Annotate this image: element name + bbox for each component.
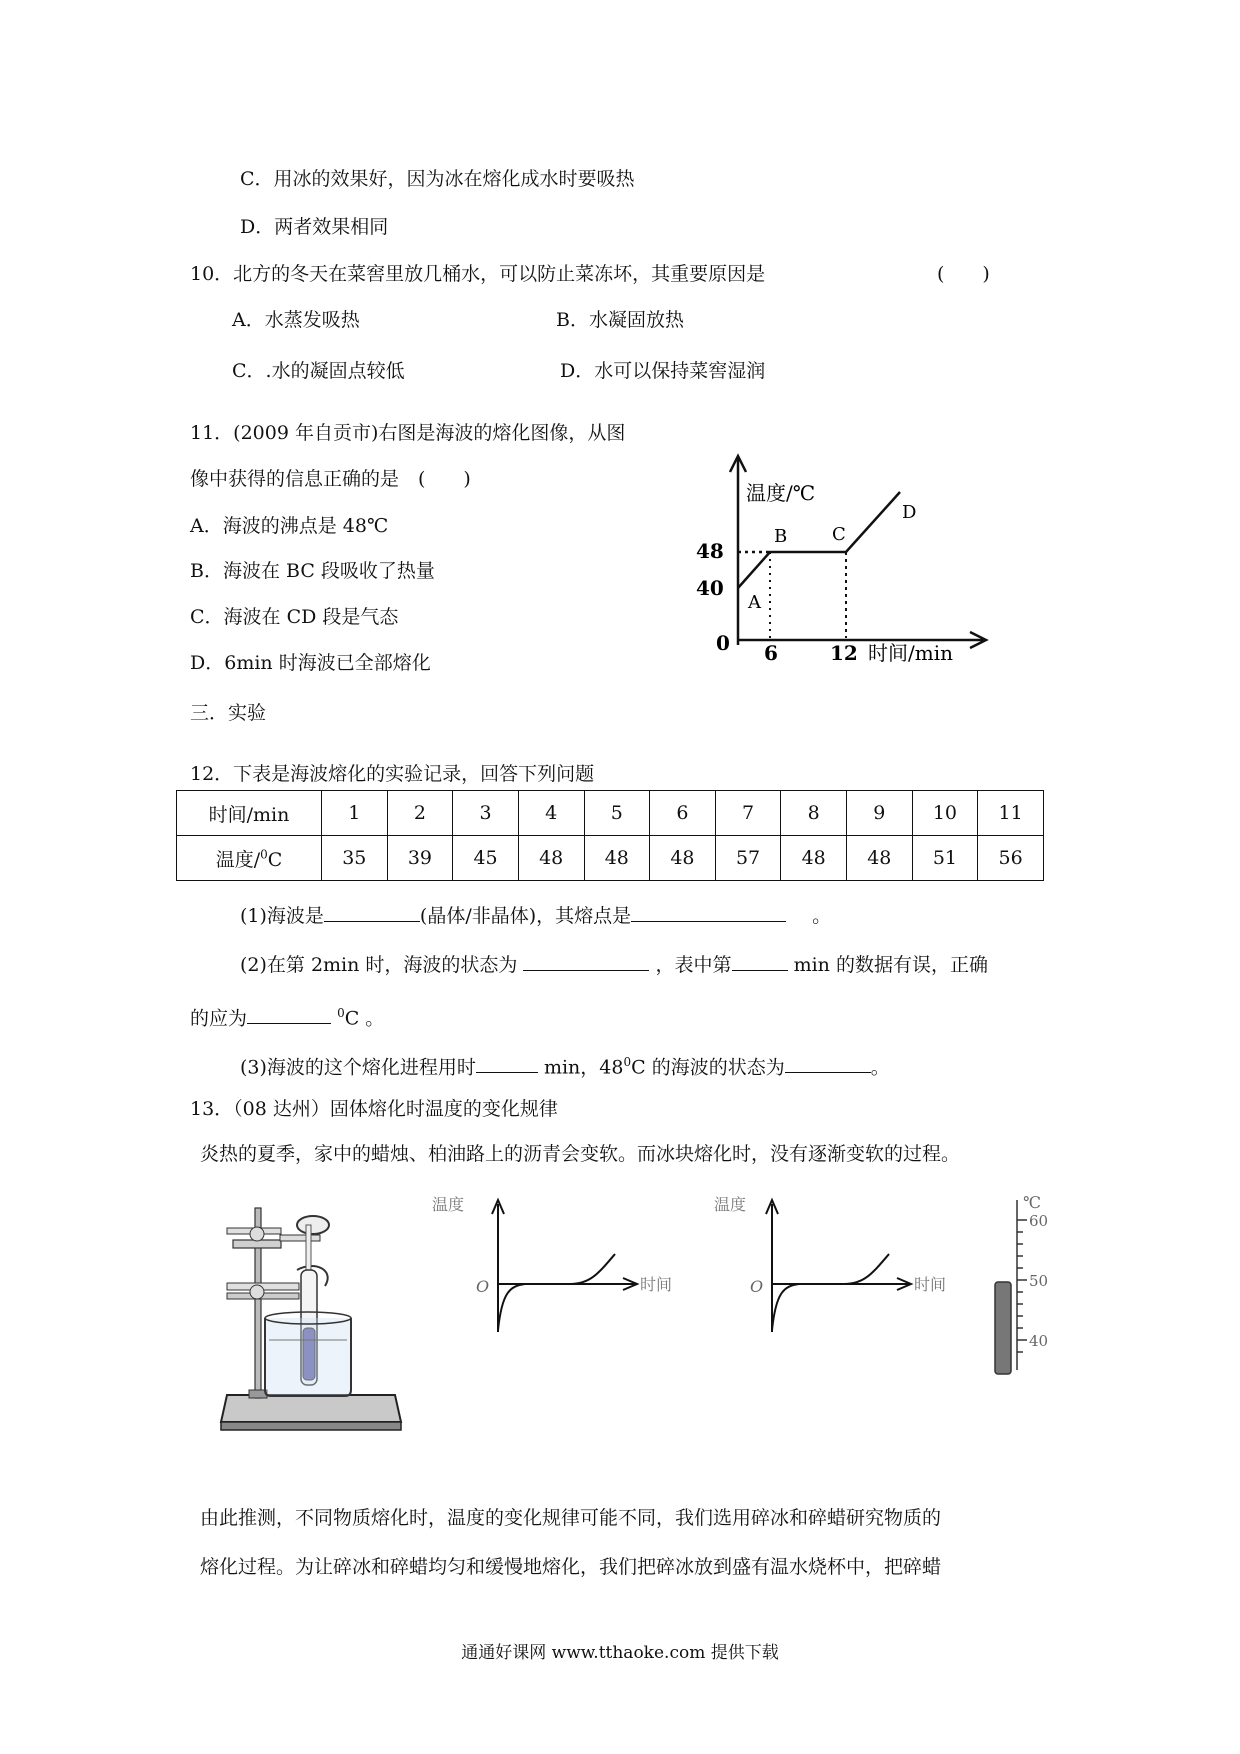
section-3-heading: 三．实验: [190, 702, 267, 724]
x-tick-12: 12: [830, 641, 858, 665]
q10-option-d: D．水可以保持菜窖湿润: [560, 360, 766, 382]
table-cell: 5: [584, 791, 650, 836]
table-row-time: [177, 791, 1044, 836]
heating-curve: [772, 1254, 889, 1330]
table-cell: 56: [978, 836, 1044, 881]
table-cell: 48: [781, 836, 847, 881]
point-b: B: [774, 526, 788, 547]
q11-option-d: D．6min 时海波已全部熔化: [190, 652, 431, 674]
thermometer-illustration: [985, 1190, 1065, 1390]
heating-curve: [498, 1254, 615, 1330]
table-cell: 35: [322, 836, 388, 881]
q11-option-b: B．海波在 BC 段吸收了热量: [190, 560, 435, 582]
origin-label: 0: [716, 631, 730, 655]
y-tick-40: 40: [696, 576, 724, 600]
table-cell: 7: [715, 791, 781, 836]
q13-paragraph-line2: 熔化过程。为让碎冰和碎蜡均匀和缓慢地熔化，我们把碎冰放到盛有温水烧杯中，把碎蜡: [200, 1556, 942, 1578]
table-cell: 45: [453, 836, 519, 881]
answer-blank[interactable]: [476, 1054, 538, 1073]
table-cell: 51: [912, 836, 978, 881]
experiment-apparatus-illustration: [205, 1200, 405, 1440]
answer-blank[interactable]: [247, 1005, 331, 1024]
tick-label-60: 60: [1029, 1212, 1049, 1230]
table-cell: 9: [847, 791, 913, 836]
table-cell: 6: [650, 791, 716, 836]
point-d: D: [902, 502, 917, 523]
q12-part2: (2)在第 2min 时，海波的状态为 ，表中第 min 的数据有误，正确: [240, 954, 988, 976]
temperature-time-graph-1: [430, 1192, 690, 1342]
q13-stem: 13．（08 达州）固体熔化时温度的变化规律: [190, 1098, 558, 1120]
table-cell: 10: [912, 791, 978, 836]
table-cell: 48: [847, 836, 913, 881]
q11-melting-graph: [680, 440, 1000, 680]
table-row-temperature: [177, 836, 1044, 881]
table-cell: 39: [387, 836, 453, 881]
table-header-temperature: 温度/$^0$C: [177, 836, 322, 881]
graph-origin: O: [750, 1277, 764, 1296]
x-axis-label: 时间/min: [868, 641, 953, 665]
q13-paragraph-line1: 由此推测，不同物质熔化时，温度的变化规律可能不同，我们选用碎冰和碎蜡研究物质的: [200, 1507, 942, 1529]
table-cell: 48: [584, 836, 650, 881]
q11-option-c: C．海波在 CD 段是气态: [190, 606, 399, 628]
y-axis-label: 温度/℃: [746, 481, 816, 505]
q12-part1: (1)海波是 (晶体/非晶体)，其熔点是 。: [240, 905, 832, 927]
thermometer-unit: ℃: [1023, 1193, 1041, 1212]
table-cell: 4: [518, 791, 584, 836]
table-cell: 48: [650, 836, 716, 881]
q10-option-a: A．水蒸发吸热: [232, 309, 360, 331]
graph-origin: O: [476, 1277, 490, 1296]
temperature-time-graph-2: [712, 1192, 972, 1342]
melting-curve: [738, 492, 900, 588]
table-cell: 8: [781, 791, 847, 836]
q13-intro: 炎热的夏季，家中的蜡烛、柏油路上的沥青会变软。而冰块熔化时，没有逐渐变软的过程。: [200, 1143, 961, 1165]
table-cell: 2: [387, 791, 453, 836]
table-cell: 1: [322, 791, 388, 836]
q9-option-d: D．两者效果相同: [240, 216, 389, 238]
scale-ticks: [1017, 1220, 1027, 1352]
q12-part2-cont: 的应为 $^0$C 。: [190, 1006, 385, 1030]
answer-blank[interactable]: [785, 1054, 871, 1073]
q10-answer-paren: ( ): [937, 263, 990, 285]
answer-blank[interactable]: [324, 903, 420, 922]
answer-blank[interactable]: [631, 903, 786, 922]
point-a: A: [748, 592, 761, 613]
point-c: C: [832, 524, 846, 545]
table-header-time: 时间/min: [177, 791, 322, 836]
q11-option-a: A．海波的沸点是 48℃: [190, 515, 389, 537]
graph-y-label: 温度: [432, 1195, 465, 1214]
graph-x-label: 时间: [914, 1275, 947, 1294]
q12-part3: (3)海波的这个熔化进程用时 min，$48^0C$ 的海波的状态为 。: [240, 1055, 890, 1079]
q10-option-b: B．水凝固放热: [556, 309, 684, 331]
q11-stem-line1: 11．(2009 年自贡市)右图是海波的熔化图像，从图: [190, 422, 626, 444]
answer-blank[interactable]: [523, 952, 649, 971]
table-cell: 57: [715, 836, 781, 881]
answer-blank[interactable]: [732, 952, 788, 971]
q10-option-c: C．.水的凝固点较低: [232, 360, 405, 382]
q10-stem: 10．北方的冬天在菜窖里放几桶水，可以防止菜冻坏，其重要原因是: [190, 263, 766, 285]
x-tick-6: 6: [764, 641, 778, 665]
y-tick-48: 48: [696, 539, 724, 563]
graph-y-label: 温度: [714, 1195, 747, 1214]
page-footer: 通通好课网 www.tthaoke.com 提供下载: [461, 1643, 779, 1663]
q12-stem: 12．下表是海波熔化的实验记录，回答下列问题: [190, 763, 595, 785]
table-cell: 11: [978, 791, 1044, 836]
table-cell: 3: [453, 791, 519, 836]
q9-option-c: C．用冰的效果好，因为冰在熔化成水时要吸热: [240, 168, 635, 190]
tick-label-50: 50: [1029, 1272, 1049, 1290]
tick-label-40: 40: [1029, 1332, 1049, 1350]
q12-data-table: [176, 790, 1044, 881]
graph-x-label: 时间: [640, 1275, 673, 1294]
mercury-column: [995, 1282, 1011, 1374]
table-cell: 48: [518, 836, 584, 881]
q11-stem-line2: 像中获得的信息正确的是 ( ): [190, 468, 471, 490]
